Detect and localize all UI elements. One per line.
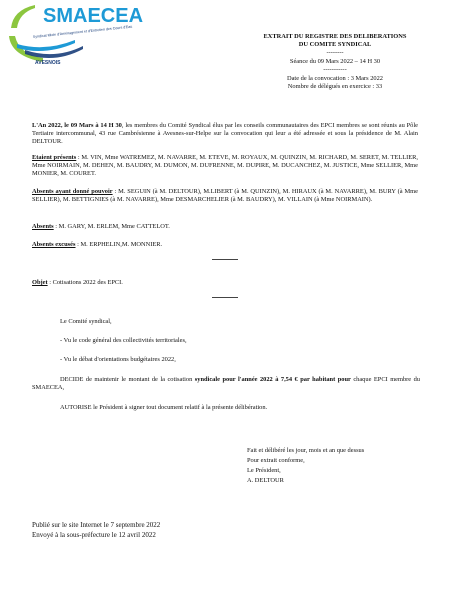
intro-date: L'An 2022, le 09 Mars à 14 H 30: [32, 122, 122, 129]
absents-label: Absents: [32, 223, 54, 230]
header-deco2: -----------: [323, 66, 347, 73]
presents-paragraph: [32, 154, 418, 178]
signature-role: Le Président,: [247, 467, 281, 474]
decide-start: DECIDE de maintenir le montant de la cotisation: [60, 376, 195, 383]
separator: [212, 259, 238, 260]
seance-line: Séance du 09 Mars 2022 – 14 H 30: [289, 58, 381, 65]
convocation-date: Date de la convocation : 3 Mars 2022: [286, 75, 383, 82]
intro-text: , les membres du Comité Syndical élus par les conseils communautaires des EPCI membres se sont réunis au Pôle Tertiaire intercommunal, 43 rue Cambrésienne à Avesnes-sur-Helpe sur la convocation qui leur a été adressée et sous la présidence de M. Alain DELTOUR.: [32, 122, 418, 145]
absents-paragraph: [32, 223, 418, 231]
smaecea-logo: [5, 0, 144, 68]
body-vu-debat: - Vu le débat d'orientations budgétaires 2022,: [60, 356, 176, 363]
objet-text: : Cotisations 2022 des EPCI.: [47, 279, 123, 286]
pouvoir-list: : M. SEGUIN (à M. DELTOUR), M.LIBERT (à M. QUINZIN), M. HIRAUX (à M. NAVARRE), M. BURY (à Mme SELLIER), M. BETTIGNIES (à M. NAVARRE), Mme DESMARCHELIER (à M. BAUDRY), M. VILLAIN (à Mme NOIRMAIN).: [32, 188, 418, 203]
signature-extrait: Pour extrait conforme,: [247, 457, 305, 464]
header-line1: EXTRAIT DU REGISTRE DES DELIBERATIONS: [263, 33, 407, 40]
objet-paragraph: [32, 279, 418, 287]
footer-block: [32, 520, 332, 540]
signature-fait: Fait et délibéré les jour, mois et an que dessus: [247, 447, 365, 454]
presents-label: Etaient présents: [32, 154, 77, 161]
footer-publie: Publié sur le site Internet le 7 septembre 2022: [32, 521, 161, 529]
decide-end: chaque EPCI membre du SMAECEA,: [32, 376, 421, 391]
body-vu-code: - Vu le code général des collectivités territoriales,: [60, 337, 187, 344]
logo-place: AVESNOIS: [35, 60, 61, 66]
absents-list: : M. GARY, M. ERLEM, Mme CATTELOT.: [53, 223, 170, 230]
signature-block: [247, 446, 437, 486]
header-line2: DU COMITE SYNDICAL: [298, 41, 372, 48]
excuses-paragraph: [32, 241, 418, 249]
intro-paragraph: [32, 122, 418, 146]
pouvoir-label: Absents ayant donné pouvoir: [32, 188, 113, 195]
pouvoir-paragraph: [32, 188, 418, 204]
logo-name: SMAECEA: [43, 5, 144, 27]
excuses-list: : M. ERPHELIN,M. MONNIER.: [75, 241, 163, 248]
decide-amount: syndicale pour l'année 2022 à 7,54 € par habitant pour: [194, 376, 351, 383]
separator: [212, 297, 238, 298]
signature-name: A. DELTOUR: [247, 477, 284, 484]
logo-tagline: Syndicat Mixte d'Aménagement et d'Entretien des Cours d'Eau: [32, 24, 133, 39]
body-autorise: AUTORISE le Président à signer tout document relatif à la présente délibération.: [60, 404, 268, 411]
objet-label: Objet: [32, 279, 48, 286]
presents-list: : M. VIN, Mme WATREMEZ, M. NAVARRE, M. ETEVE, M. ROYAUX, M. QUINZIN, M. RICHARD, M. SERET, M. TELLIER, Mme NOIRMAIN, M. DEHEN, M. BAUDRY, M. DUMON, M. DUFRENNE, M. DUPIRE, M. DUCANCHEZ, M. JUSTICE, Mme SELLIER, Mme MONIER, M. COURET.: [32, 154, 418, 177]
delegues-count: Nombre de délégués en exercice : 33: [287, 83, 383, 90]
footer-envoye: Envoyé à la sous-préfecture le 12 avril 2022: [32, 531, 156, 539]
body-considerant: Le Comité syndical,: [60, 318, 112, 325]
excuses-label: Absents excusés: [32, 241, 76, 248]
body-decide: [32, 376, 420, 392]
document-header: [230, 33, 440, 91]
header-deco1: --------: [326, 49, 344, 56]
